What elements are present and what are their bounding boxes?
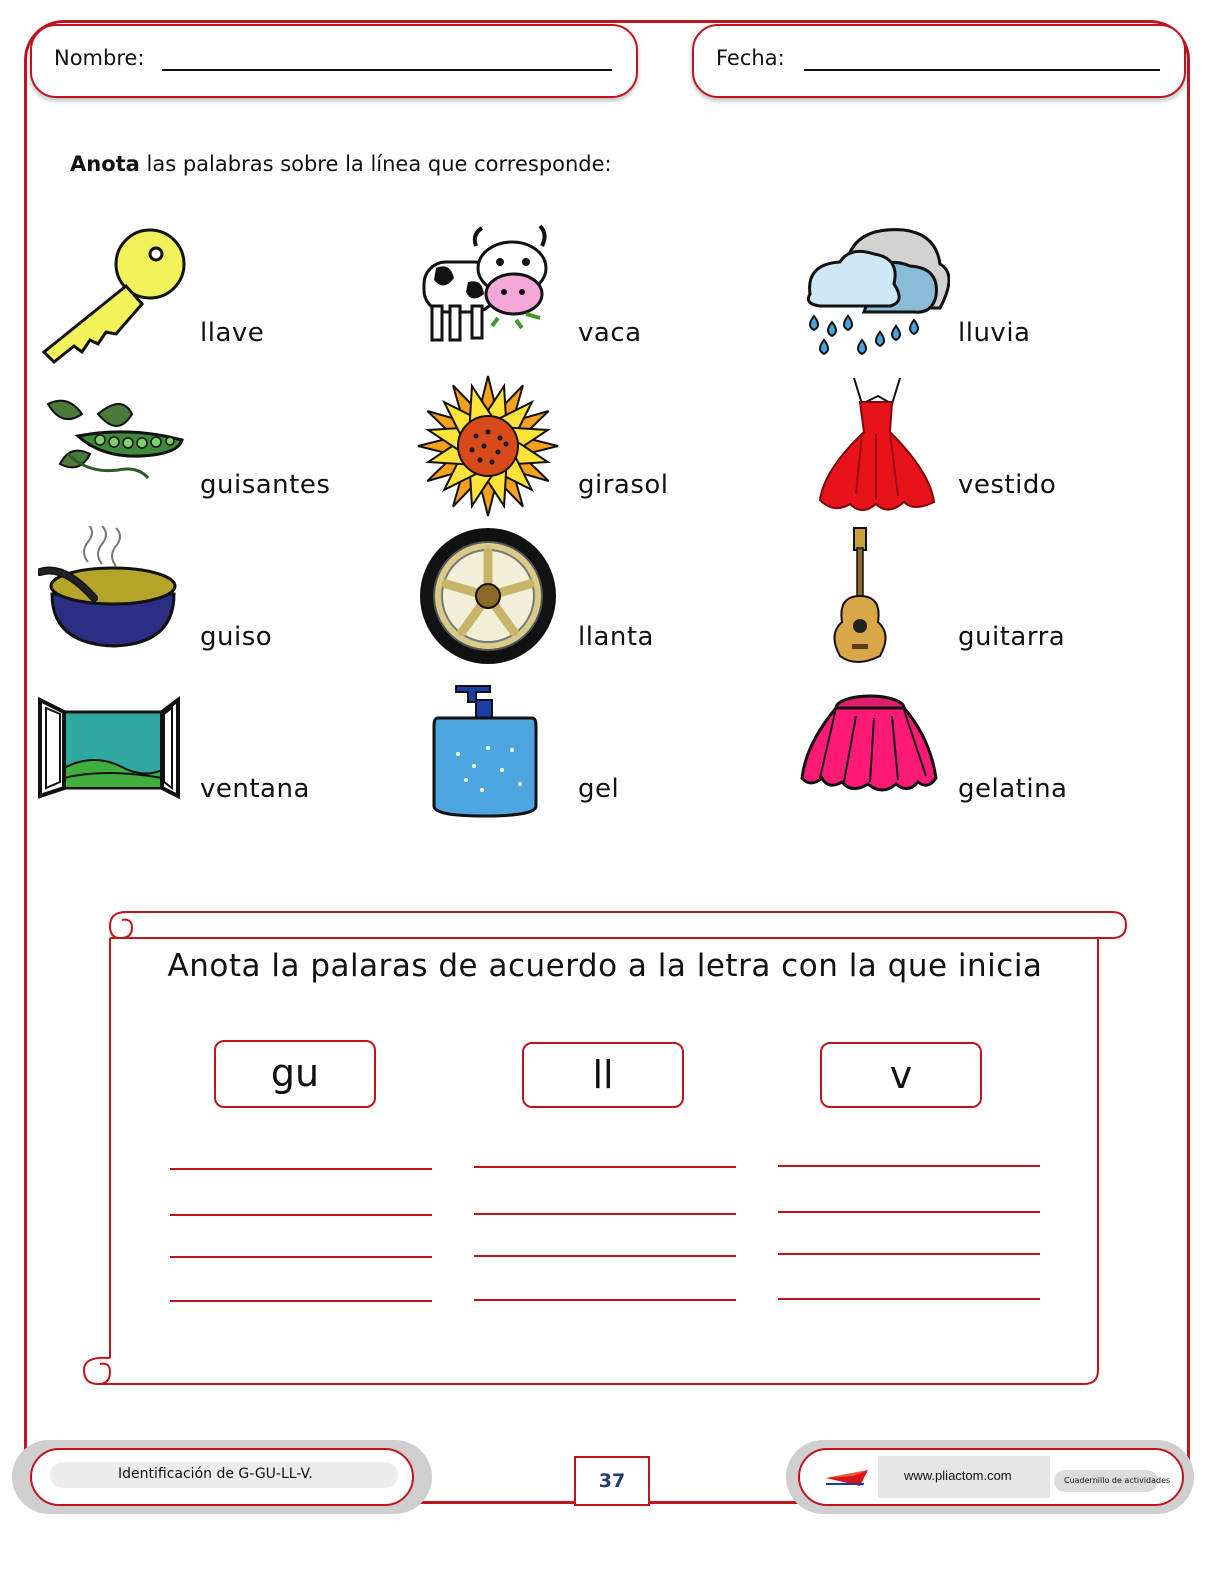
word-label: lluvia bbox=[958, 318, 1031, 348]
word-label: ventana bbox=[200, 774, 310, 804]
answer-line-gu-1[interactable] bbox=[170, 1168, 432, 1170]
word-label: llave bbox=[200, 318, 265, 348]
page-number: 37 bbox=[574, 1456, 650, 1506]
answer-line-v-3[interactable] bbox=[778, 1253, 1040, 1255]
footer-topic: Identificación de G-GU-LL-V. bbox=[118, 1466, 313, 1482]
footer-right-box bbox=[798, 1448, 1184, 1506]
instruction-text: las palabras sobre la línea que corresponde: bbox=[139, 152, 612, 176]
date-label: Fecha: bbox=[716, 46, 785, 70]
answer-line-gu-4[interactable] bbox=[170, 1300, 432, 1302]
answer-line-ll-1[interactable] bbox=[474, 1166, 736, 1168]
letter-box-gu: gu bbox=[214, 1040, 376, 1108]
word-label: guiso bbox=[200, 622, 273, 652]
answer-line-gu-3[interactable] bbox=[170, 1256, 432, 1258]
letter-box-v: v bbox=[820, 1042, 982, 1108]
name-label: Nombre: bbox=[54, 46, 145, 70]
letter-box-ll: ll bbox=[522, 1042, 684, 1108]
footer-left-box bbox=[30, 1448, 414, 1506]
word-label: vaca bbox=[578, 318, 642, 348]
word-label: guisantes bbox=[200, 470, 331, 500]
answer-line-v-2[interactable] bbox=[778, 1211, 1040, 1213]
answer-line-ll-3[interactable] bbox=[474, 1255, 736, 1257]
answer-line-v-4[interactable] bbox=[778, 1298, 1040, 1300]
answer-line-ll-4[interactable] bbox=[474, 1299, 736, 1301]
answer-line-ll-2[interactable] bbox=[474, 1213, 736, 1215]
word-label: girasol bbox=[578, 470, 669, 500]
scroll-title: Anota la palaras de acuerdo a la letra con la que inicia bbox=[167, 948, 1043, 984]
word-label: guitarra bbox=[958, 622, 1066, 652]
word-label: vestido bbox=[958, 470, 1057, 500]
word-label: gel bbox=[578, 774, 620, 804]
word-label: gelatina bbox=[958, 774, 1068, 804]
footer-series: Cuadernillo de actividades bbox=[1064, 1476, 1171, 1485]
answer-line-v-1[interactable] bbox=[778, 1165, 1040, 1167]
word-label: llanta bbox=[578, 622, 654, 652]
footer-website[interactable]: www.pliactom.com bbox=[904, 1468, 1012, 1483]
answer-line-gu-2[interactable] bbox=[170, 1214, 432, 1216]
logo-icon bbox=[824, 1464, 870, 1490]
instruction-bold: Anota bbox=[70, 152, 140, 176]
